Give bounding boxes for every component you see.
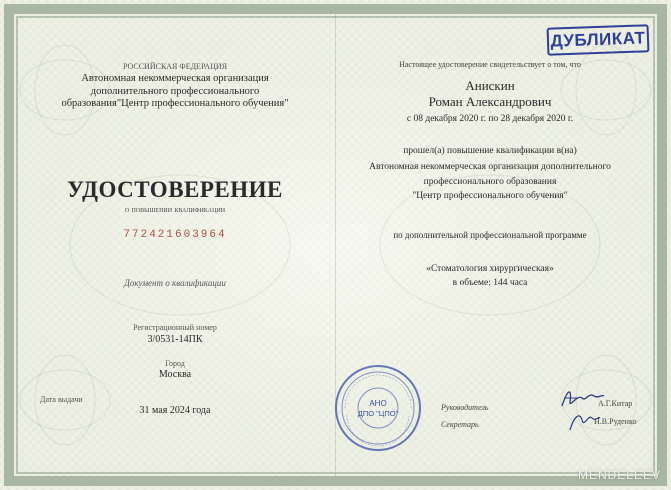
certificate-number: 772421603964 [123, 229, 227, 241]
training-org-line-2: профессионального образования [423, 176, 557, 187]
issue-date: 31 мая 2024 года [139, 405, 211, 416]
certificate-intro: Настоящее удостоверение свидетельствует о том, что [399, 60, 581, 69]
issue-date-label: Дата выдачи [40, 395, 83, 404]
qualification-statement: прошел(а) повышение квалификации в(на) [403, 146, 577, 156]
training-organization [360, 160, 620, 204]
document-title: УДОСТОВЕРЕНИЕ [67, 177, 283, 202]
holder-name: Роман Александрович [428, 94, 552, 109]
watermark: MENDELEEV [577, 468, 661, 482]
program-volume: в объеме: 144 часа [452, 278, 528, 288]
secretary-signature-label: Секретарь [441, 420, 479, 429]
issuing-organization: Автономная некоммерческая организация дополнительного профессионального образования"Центр профессионального обучения" [61, 73, 289, 110]
organization-seal [333, 363, 423, 453]
document-type: Документ о квалификации [124, 278, 226, 288]
document-subtitle: о повышении квалификации [124, 204, 226, 214]
program-label: по дополнительной профессиональной программе [393, 230, 587, 240]
head-name: А.Г.Китар [598, 399, 633, 408]
seal-text-2: ДПО "ЦПО" [357, 409, 399, 418]
duplicate-stamp: ДУБЛИКАТ [547, 24, 650, 56]
training-org-line-1: Автономная некоммерческая организация дополнительного [369, 162, 611, 172]
registration-number: 3/0531-14ПК [147, 334, 203, 345]
seal-text-1: АНО [369, 399, 387, 408]
country-name: РОССИЙСКАЯ ФЕДЕРАЦИЯ [122, 62, 228, 71]
program-name: «Стоматология хирургическая» [426, 264, 554, 274]
city-value: Москва [158, 369, 192, 380]
head-signature-label: Руководитель [441, 403, 489, 412]
training-org-line-3: "Центр профессионального обучения" [412, 191, 568, 202]
holder-surname: Анискин [465, 78, 515, 93]
secretary-name: Н.В.Руденко [594, 417, 637, 426]
training-dates: с 08 декабря 2020 г. по 28 декабря 2020 г. [406, 114, 574, 124]
registration-number-label: Регистрационный номер [133, 323, 217, 332]
city-label: Город [165, 359, 185, 368]
